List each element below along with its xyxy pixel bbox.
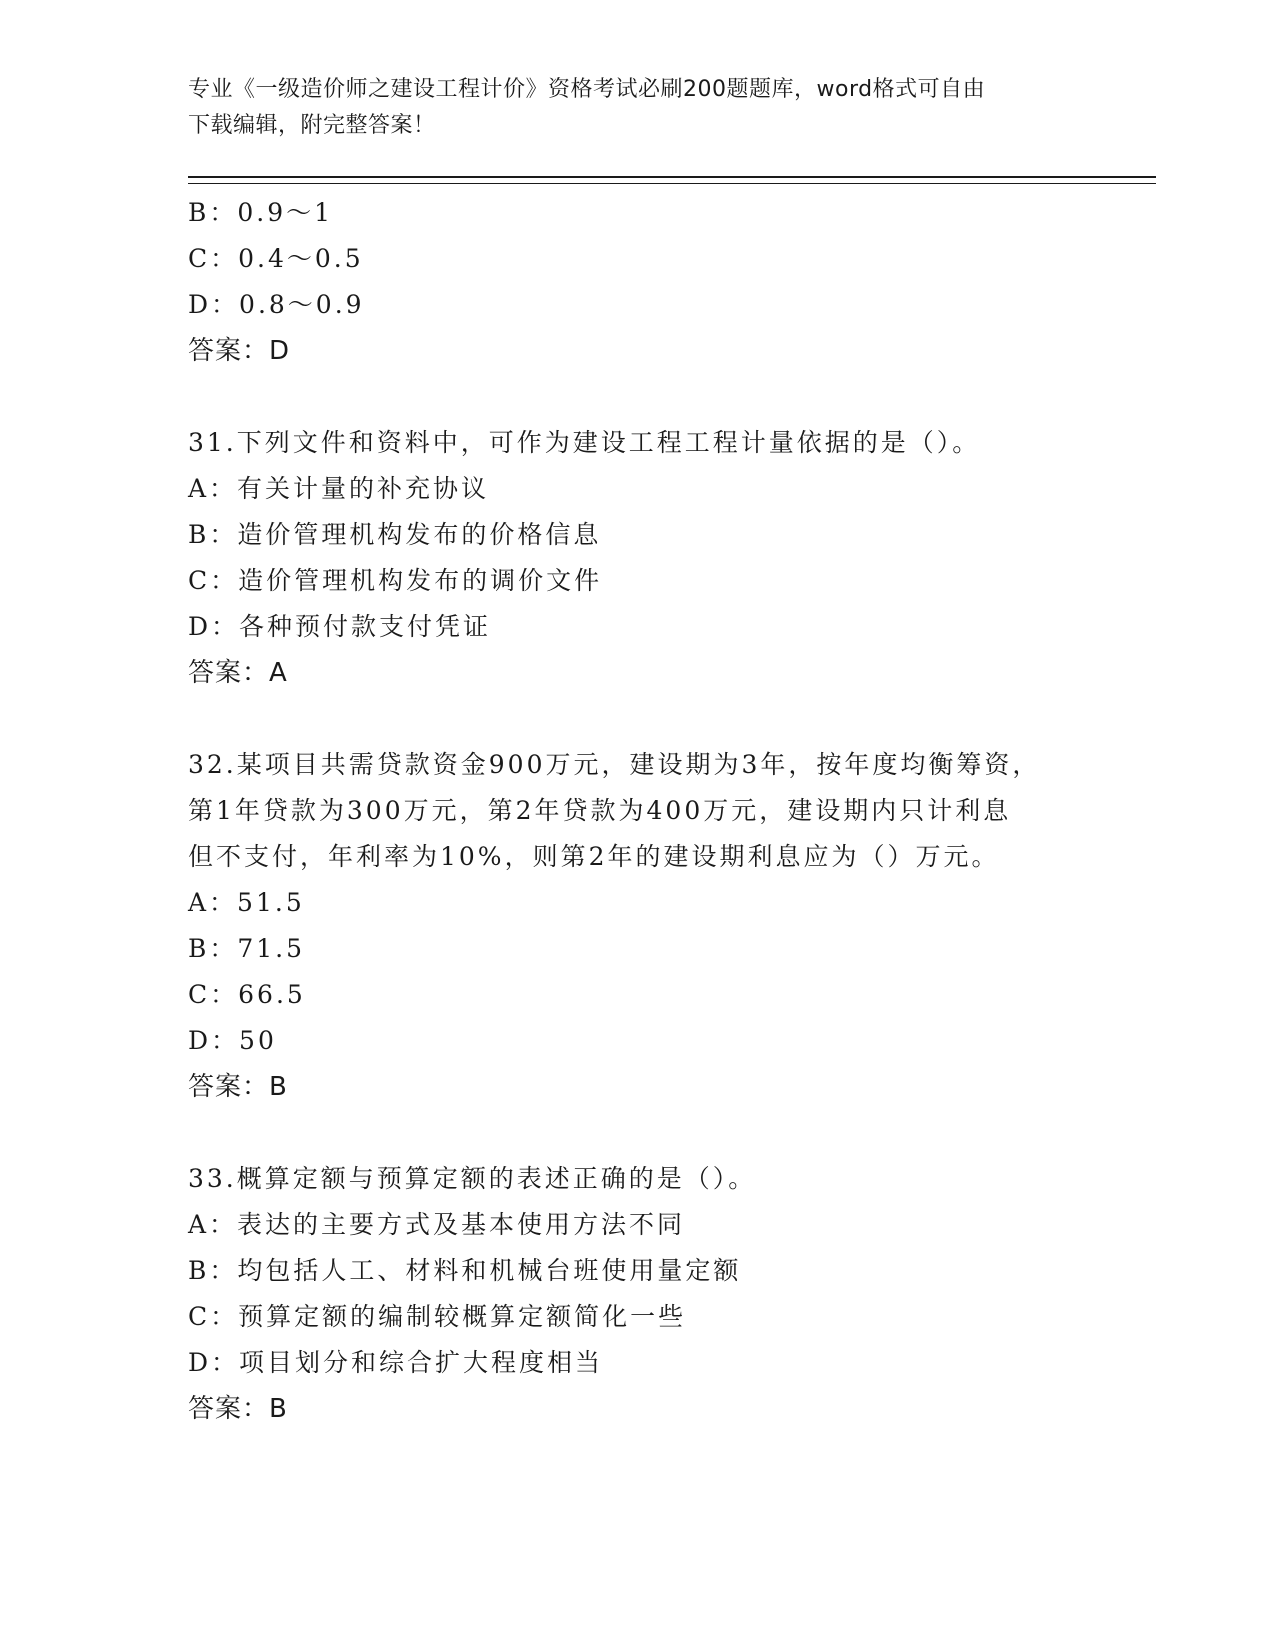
- header-line-1: 专业《一级造价师之建设工程计价》资格考试必刷200题题库，word格式可自由: [188, 77, 986, 102]
- question-list: [188, 190, 1088, 1432]
- option-d: D：50: [188, 1026, 277, 1055]
- question-stem-line-3: 但不支付，年利率为10%，则第2年的建设期利息应为（）万元。: [188, 842, 1000, 871]
- question-block-32: [188, 742, 1088, 1110]
- option-c: C：预算定额的编制较概算定额简化一些: [188, 1302, 687, 1331]
- option-c: C：66.5: [188, 980, 306, 1009]
- header-divider: [188, 176, 1156, 184]
- answer: 答案：D: [188, 336, 291, 366]
- page-header: [188, 72, 1068, 144]
- answer: 答案：A: [188, 658, 288, 688]
- question-stem: 31.下列文件和资料中，可作为建设工程工程计量依据的是（）。: [188, 428, 981, 457]
- option-d: D：0.8～0.9: [188, 290, 365, 319]
- spacer: [188, 696, 1088, 742]
- option-b: B：71.5: [188, 934, 306, 963]
- question-stem: 33.概算定额与预算定额的表述正确的是（）。: [188, 1164, 757, 1193]
- answer: 答案：B: [188, 1072, 288, 1102]
- option-b: B：0.9～1: [188, 198, 334, 227]
- spacer: [188, 1110, 1088, 1156]
- header-line-2: 下载编辑，附完整答案！: [188, 113, 436, 138]
- option-c: C：0.4～0.5: [188, 244, 364, 273]
- option-a: A：表达的主要方式及基本使用方法不同: [188, 1210, 686, 1239]
- option-b: B：均包括人工、材料和机械台班使用量定额: [188, 1256, 742, 1285]
- question-stem-line-2: 第1年贷款为300万元，第2年贷款为400万元，建设期内只计利息: [188, 796, 1012, 825]
- question-stem-line-1: 32.某项目共需贷款资金900万元，建设期为3年，按年度均衡筹资，: [188, 750, 1041, 779]
- answer: 答案：B: [188, 1394, 288, 1424]
- question-block-33: [188, 1156, 1088, 1432]
- option-a: A：有关计量的补充协议: [188, 474, 490, 503]
- question-block-31: [188, 420, 1088, 696]
- option-c: C：造价管理机构发布的调价文件: [188, 566, 603, 595]
- option-d: D：各种预付款支付凭证: [188, 612, 492, 641]
- option-b: B：造价管理机构发布的价格信息: [188, 520, 602, 549]
- question-block-prev: [188, 190, 1088, 374]
- spacer: [188, 374, 1088, 420]
- option-d: D：项目划分和综合扩大程度相当: [188, 1348, 604, 1377]
- option-a: A：51.5: [188, 888, 305, 917]
